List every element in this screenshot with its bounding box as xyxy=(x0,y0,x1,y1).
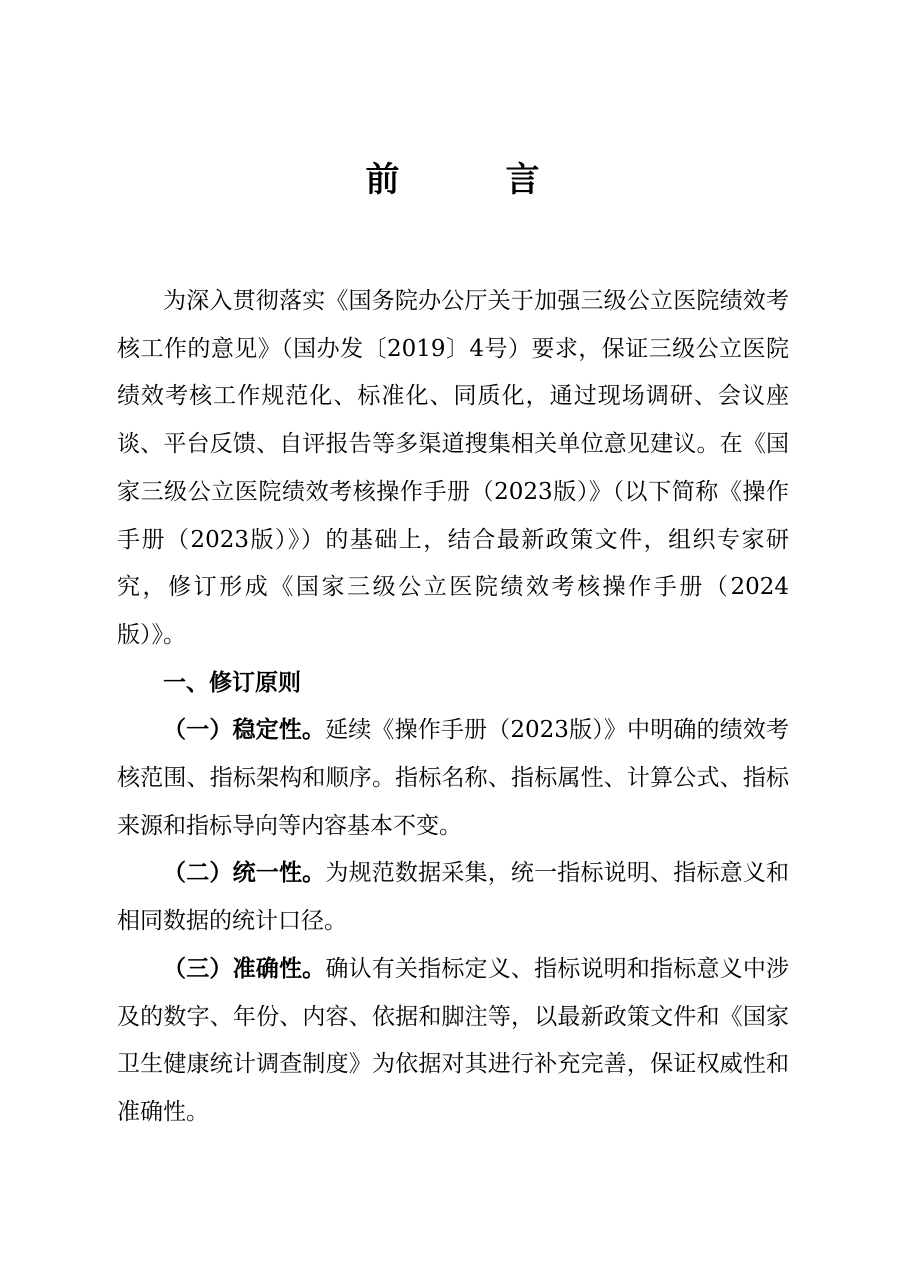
principle-stability xyxy=(117,707,789,850)
page-title: 前 言 xyxy=(365,160,576,200)
section-heading-revision-principles: 一、修订原则 xyxy=(163,669,301,696)
principle-uniformity-lead: （二）统一性。 xyxy=(163,860,326,887)
principle-uniformity-text: 为规范数据采集，统一指标说明、指标意义和相同数据的统计口径。 xyxy=(117,860,790,935)
principle-accuracy-lead: （三）准确性。 xyxy=(163,955,326,982)
principle-stability-lead: （一）稳定性。 xyxy=(163,717,326,744)
document-body xyxy=(117,278,789,1137)
principle-uniformity xyxy=(117,850,789,945)
principle-accuracy-text: 确认有关指标定义、指标说明和指标意义中涉及的数字、年份、内容、依据和脚注等，以最新政策文件和《国家卫生健康统计调查制度》为依据对其进行补充完善，保证权威性和准确性。 xyxy=(117,955,790,1125)
intro-paragraph: 为深入贯彻落实《国务院办公厅关于加强三级公立医院绩效考核工作的意见》（国办发〔2019〕4号）要求，保证三级公立医院绩效考核工作规范化、标准化、同质化，通过现场调研、会议座谈、平台反馈、自评报告等多渠道搜集相关单位意见建议。在《国家三级公立医院绩效考核操作手册（2023版）》（以下简称《操作手册（2023版）》）的基础上，结合最新政策文件，组织专家研究，修订形成《国家三级公立医院绩效考核操作手册（2024版）》。 xyxy=(117,288,789,648)
principle-stability-text: 延续《操作手册（2023版）》中明确的绩效考核范围、指标架构和顺序。指标名称、指标属性、计算公式、指标来源和指标导向等内容基本不变。 xyxy=(117,717,789,839)
principle-accuracy xyxy=(117,946,789,1137)
